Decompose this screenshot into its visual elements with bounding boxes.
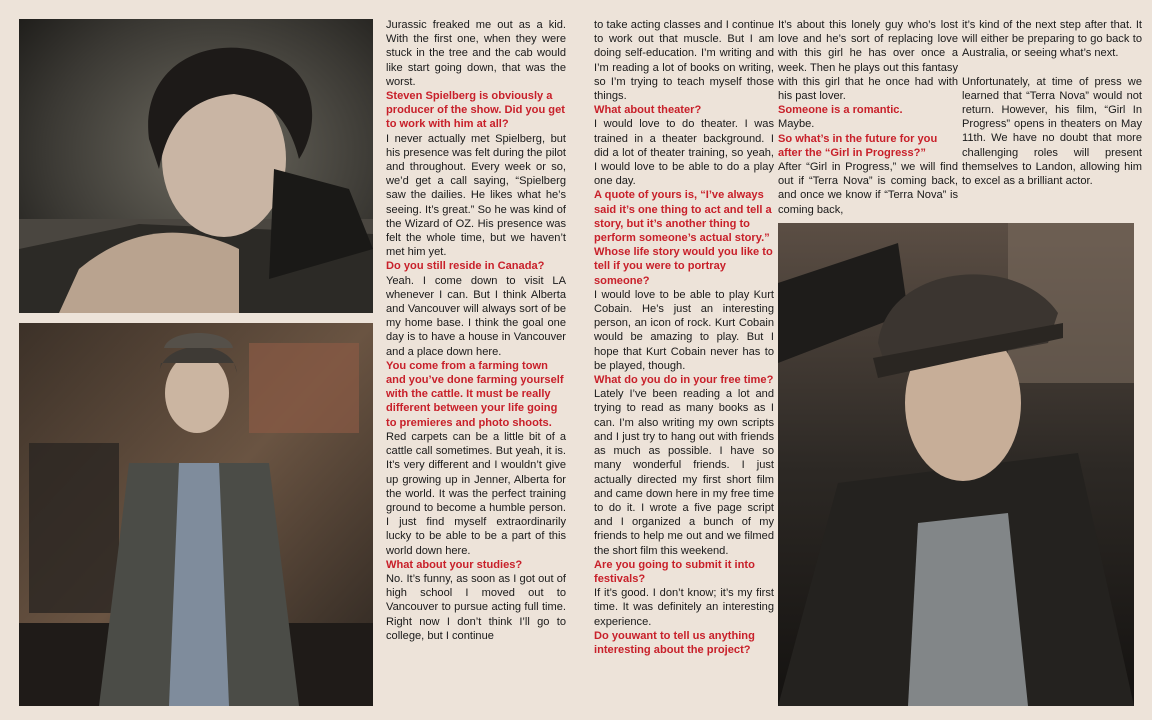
interview-question: Are you going to submit it into festivals? <box>594 558 755 585</box>
photo-standing-left <box>19 323 373 706</box>
interview-question: Do youwant to tell us anything interesting about the project? <box>594 629 755 656</box>
interview-question: Steven Spielberg is obviously a producer of the show. Did you get to work with him at all? <box>386 90 565 131</box>
interview-answer: I never actually met Spielberg, but his presence was felt during the pilot and throughout. Every week or so, we’d get a call saying, “Spielberg saw the dailies. He likes what he’s seeing. It’s great.” So he was kind of the Wizard of OZ. His presence was felt the whole time, but we haven’t met him yet. <box>386 132 566 259</box>
interview-question: What do you do in your free time? <box>594 374 774 387</box>
interview-question: What about your studies? <box>386 558 523 571</box>
interview-question: You come from a farming town and you’ve done farming yourself with the cattle. It must be really different between your life going to premieres and photo shoots. <box>386 359 564 429</box>
interview-question: Do you still reside in Canada? <box>386 260 545 273</box>
photo-portrait-right <box>778 223 1134 706</box>
article-column-2 <box>594 18 774 657</box>
article-column-4 <box>962 18 1142 188</box>
interview-answer: it’s kind of the next step after that. It will either be preparing to go back to Australia, or seeing what’s next. <box>962 19 1142 60</box>
interview-answer: Lately I’ve been reading a lot and trying to read as many books as I can. I’m also writing my own scripts and I just try to hang out with friends as much as possible. I have so many wonderful friends. I just actually directed my first short film and came down here in my free time to do it. I wrote a five page script and I organized a bunch of my friends to help me out and we filmed the short film this weekend. <box>594 388 774 557</box>
photo-portrait-top-left <box>19 19 373 313</box>
article-column-1 <box>386 18 566 643</box>
interview-answer: Jurassic freaked me out as a kid. With the first one, when they were stuck in the tree and the cab would like start going down, that was the worst. <box>386 19 566 88</box>
interview-question: A quote of yours is, “I’ve always said it’s one thing to act and tell a story, but it’s another thing to perform someone’s actual story.” Whose life story would you like to tell if you were to portray someone? <box>594 189 773 287</box>
interview-answer: No. It’s funny, as soon as I got out of high school I moved out to Vancouver to pursue acting full time. Right now I don’t think I’ll go to college, but I continue <box>386 572 566 642</box>
interview-answer: After “Girl in Progress,” we will find out if “Terra Nova” is coming back, and once we know if “Terra Nova” is coming back, <box>778 161 958 216</box>
interview-answer: Yeah. I come down to visit LA whenever I can. But I think Alberta and Vancouver will always sort of be my home base. I think the goal one day is to have a house in Vancouver and a place down here. <box>386 274 566 358</box>
article-column-3 <box>778 18 958 217</box>
interview-answer: Red carpets can be a little bit of a cattle call sometimes. But yeah, it is. It’s very different and I wouldn’t give up growing up in Jenner, Alberta for the world. It was the perfect training ground to become a humble person. I just find myself extraordinarily lucky to be able to be a part of this world down here. <box>386 430 566 557</box>
interview-question: What about theater? <box>594 104 702 117</box>
interview-answer: Unfortunately, at time of press we learned that “Terra Nova” would not return. However, his film, “Girl In Progress” opens in theaters on May 11th. We have no doubt that more challenging roles will present themselves to Landon, allowing him to excel as a brilliant actor. <box>962 75 1142 188</box>
interview-answer: Maybe. <box>778 118 815 131</box>
interview-question: Someone is a romantic. <box>778 104 903 117</box>
interview-answer: It’s about this lonely guy who’s lost love and he’s sort of replacing love with this girl he has over once a week. Then he plays out this fantasy with this girl that he once had with his past lover. <box>778 19 958 103</box>
interview-answer: I would love to do theater. I was trained in a theater background. I did a lot of theater training, so yeah, I would love to be able to do a play one day. <box>594 118 774 188</box>
interview-question: So what’s in the future for you after the “Girl in Progress?” <box>778 132 938 159</box>
interview-answer: I would love to be able to play Kurt Cobain. He’s just an interesting person, an icon of rock. Kurt Cobain would be amazing to play. But I hope that Kurt Cobain never has to be played, though. <box>594 288 774 372</box>
interview-answer: to take acting classes and I continue to work out that muscle. But I am doing self-education. I’m writing and I’m reading a lot of books on writing, so I’m trying to teach myself those things. <box>594 19 774 103</box>
interview-answer: If it’s good. I don’t know; it’s my first time. It was definitely an interesting experience. <box>594 587 774 628</box>
